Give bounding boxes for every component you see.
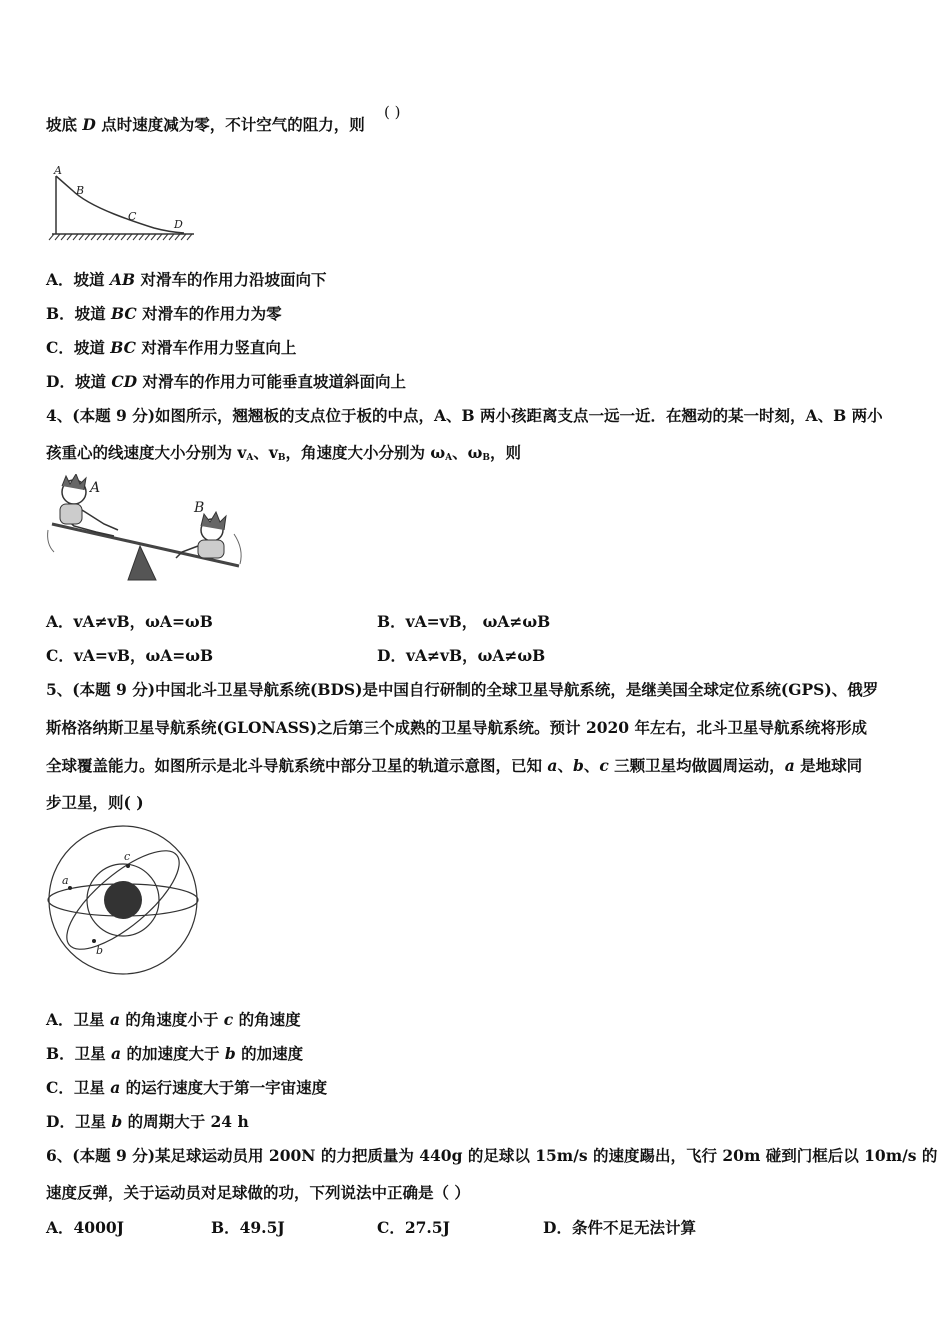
q4-option-c-text: vA=vB，ωA=ωB: [73, 646, 214, 665]
q5-option-a: A．卫星 a 的角速度小于 c 的角速度: [46, 1010, 301, 1029]
q3-stem-tail: 坡底 D 点时速度减为零，不计空气的阻力，则: [46, 115, 365, 134]
q3-option-b: B．坡道 BC 对滑车的作用力为零: [46, 304, 282, 323]
q5-option-b: B．卫星 a 的加速度大于 b 的加速度: [46, 1044, 304, 1063]
q3-answer-paren: ( ): [384, 103, 401, 121]
q5-option-d: D．卫星 b 的周期大于 24 h: [46, 1112, 249, 1131]
q3-option-a: A．坡道 AB 对滑车的作用力沿坡面向下: [46, 270, 327, 289]
q6-stem-line2: 速度反弹，关于运动员对足球做的功，下列说法中正确是（ ）: [46, 1183, 470, 1202]
q3-option-c: C．坡道 BC 对滑车作用力竖直向上: [46, 338, 297, 357]
orbit-label-b: b: [96, 944, 104, 957]
seesaw-figure: [44, 474, 249, 586]
q5-stem-line4: 步卫星，则( ): [46, 793, 144, 812]
q6-stem-line1: 6、(本题 9 分)某足球运动员用 200N 的力把质量为 440g 的足球以 15m/s 的速度踢出，飞行 20m 碰到门框后以 10m/s 的: [46, 1146, 938, 1165]
slope-label-a: A: [54, 164, 62, 177]
q6-option-c: C．27.5J: [377, 1218, 450, 1237]
seesaw-label-b: B: [194, 500, 205, 516]
q4-option-a-text: vA≠vB，ωA=ωB: [73, 612, 213, 631]
q6-option-b: B．49.5J: [211, 1218, 285, 1237]
slope-label-b: B: [76, 184, 85, 197]
q4-option-b-text: vA=vB， ωA≠ωB: [405, 612, 551, 631]
q5-stem-line3: 全球覆盖能力。如图所示是北斗导航系统中部分卫星的轨道示意图，已知 a、b、c 三颗卫星均做圆周运动，a 是地球同: [46, 756, 863, 775]
q6-option-a: A．4000J: [46, 1218, 124, 1237]
slope-label-d: D: [174, 218, 183, 231]
q6-option-d: D．条件不足无法计算: [543, 1218, 696, 1237]
q3-option-d: D．坡道 CD 对滑车的作用力可能垂直坡道斜面向上: [46, 372, 407, 391]
q4-option-a: A．vA≠vB，ωA=ωB: [46, 612, 213, 631]
seesaw-label-a: A: [90, 480, 101, 496]
orbit-label-a: a: [62, 874, 69, 887]
slope-figure: [44, 162, 204, 242]
orbit-figure: [46, 824, 206, 976]
orbit-label-c: c: [124, 850, 131, 863]
q4-stem-line1: 4、(本题 9 分)如图所示，翘翘板的支点位于板的中点，A、B 两小孩距离支点一远一近．在翘动的某一时刻，A、B 两小: [46, 406, 883, 425]
slope-label-c: C: [128, 210, 137, 223]
q4-option-d-text: vA≠vB，ωA≠ωB: [405, 646, 546, 665]
q5-stem-line2: 斯格洛纳斯卫星导航系统(GLONASS)之后第三个成熟的卫星导航系统。预计 2020 年左右，北斗卫星导航系统将形成: [46, 718, 867, 737]
q4-option-c: C．vA=vB，ωA=ωB: [46, 646, 214, 665]
q5-option-c: C．卫星 a 的运行速度大于第一宇宙速度: [46, 1078, 328, 1097]
q4-option-b: B．vA=vB， ωA≠ωB: [377, 612, 551, 631]
q5-stem-line1: 5、(本题 9 分)中国北斗卫星导航系统(BDS)是中国自行研制的全球卫星导航系统，是继美国全球定位系统(GPS)、俄罗: [46, 680, 879, 699]
q4-stem-line2: 孩重心的线速度大小分别为 $v_A$、$v_B$，角速度大小分别为 $\omega_A$、$\omega_B$，则: [46, 443, 522, 463]
q4-option-d: D．vA≠vB，ωA≠ωB: [377, 646, 546, 665]
